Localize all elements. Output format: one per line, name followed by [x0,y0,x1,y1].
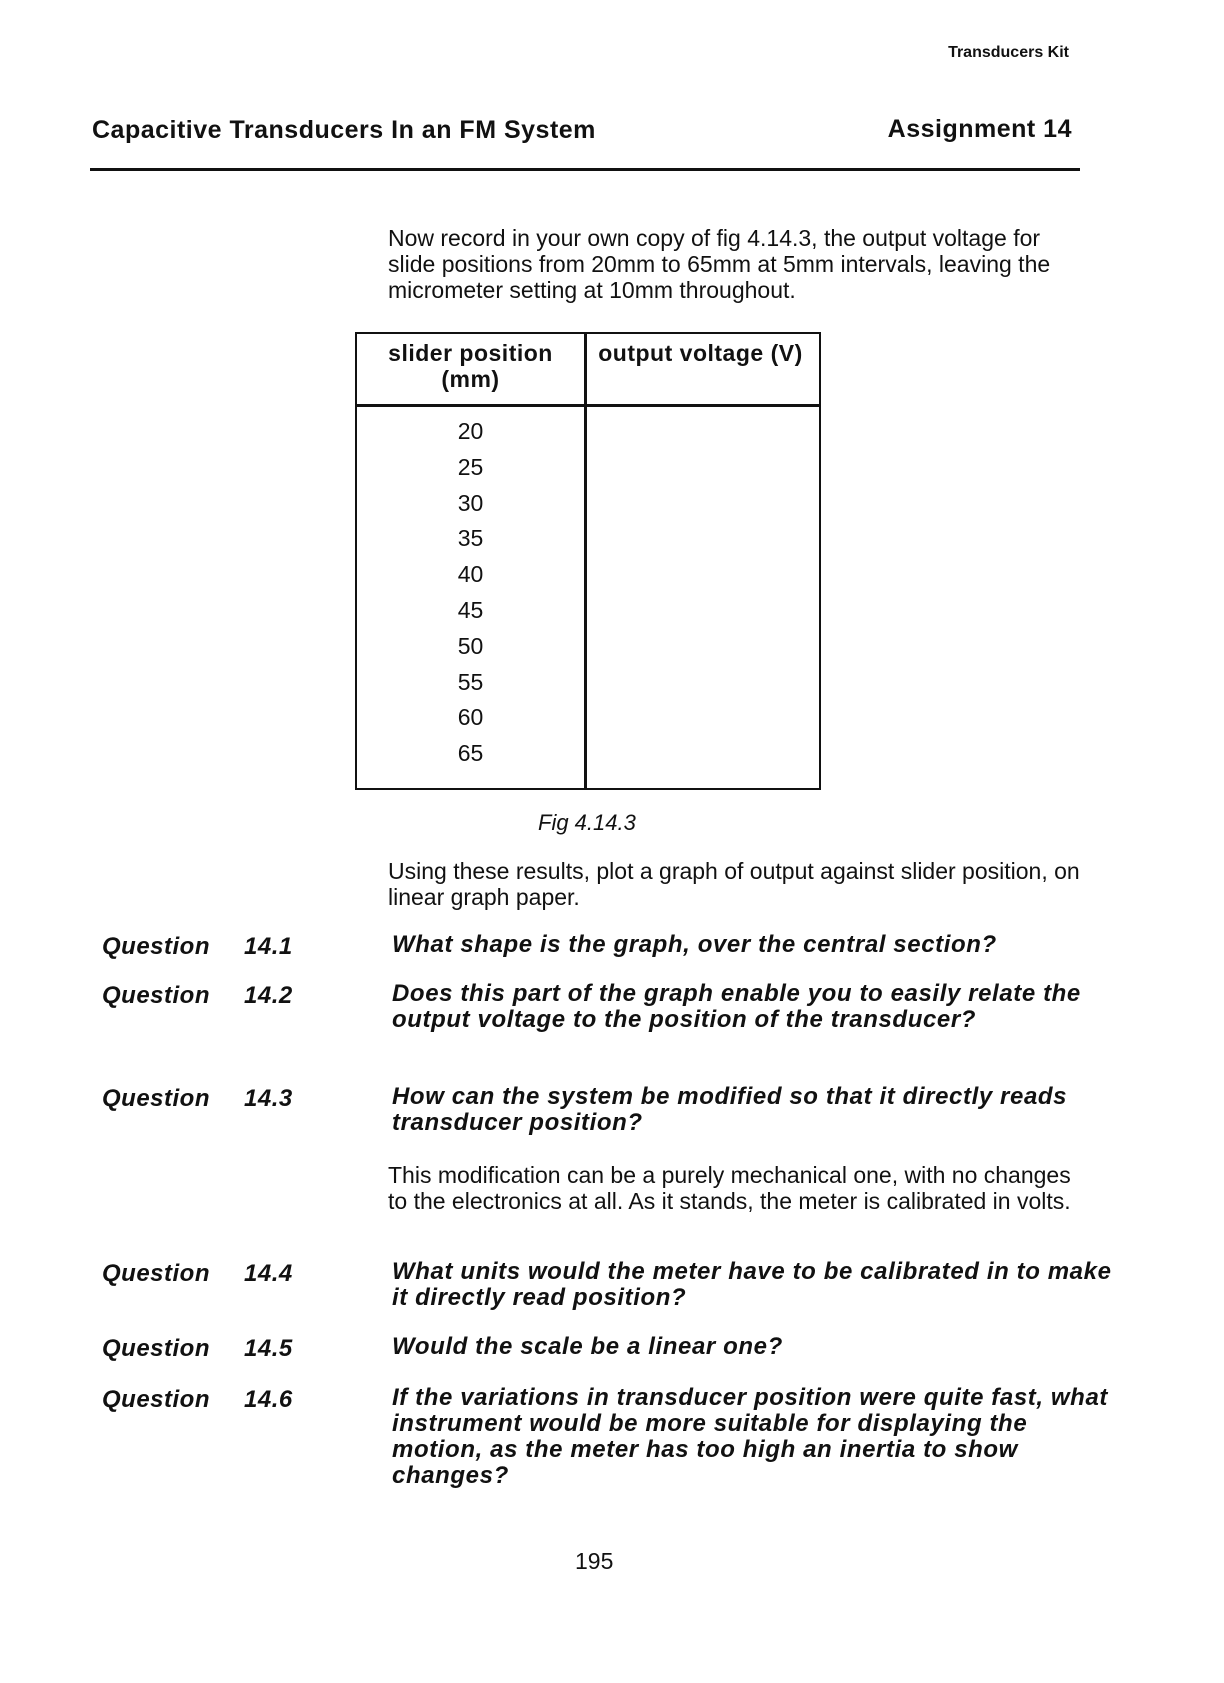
table-cell: 35 [457,525,484,552]
question-number: 14.5 [244,1335,293,1362]
table-cell: 30 [457,489,484,516]
question-number: 14.1 [244,933,293,960]
kit-label: Transducers Kit [948,44,1069,61]
question-number: 14.4 [244,1260,293,1287]
question-label [102,1335,322,1363]
question-text: How can the system be modified so that it directly reads transducer position? [392,1083,1068,1136]
page-number: 195 [575,1548,614,1574]
question-text: What shape is the graph, over the central section? [392,931,997,958]
slider-position-values [357,414,584,772]
figure-caption: Fig 4.14.3 [538,810,636,835]
question-word: Question [102,1335,211,1362]
table-cell: 25 [457,453,484,480]
question-number: 14.3 [244,1085,293,1112]
question-text: Would the scale be a linear one? [392,1333,783,1360]
question-label [102,1386,322,1414]
question-label [102,1260,322,1288]
assignment-label: Assignment 14 [887,115,1072,143]
question-word: Question [102,933,211,960]
modification-paragraph: This modification can be a purely mechanical one, with no changes to the electronics at all. As it stands, the meter is calibrated in volts. [388,1162,1071,1214]
table-cell: 45 [457,596,484,623]
table-header-divider [357,404,819,407]
table-cell: 65 [457,740,484,767]
question-text: What units would the meter have to be calibrated in to make it directly read position? [392,1258,1112,1311]
question-word: Question [102,1260,211,1287]
question-text: If the variations in transducer position were quite fast, what instrument would be more suitable for displaying the motion, as the meter has too high an inertia to show changes? [392,1384,1108,1489]
question-word: Question [102,1386,211,1413]
question-text: Does this part of the graph enable you to easily relate the output voltage to the position of the transducer? [392,980,1081,1033]
question-number: 14.2 [244,982,293,1009]
intro-paragraph: Now record in your own copy of fig 4.14.3, the output voltage for slide positions from 20mm to 65mm at 5mm intervals, leaving the micrometer setting at 10mm throughout. [388,225,1051,303]
question-label [102,982,322,1010]
table-column-divider [584,334,587,788]
question-word: Question [102,1085,211,1112]
table-cell: 20 [457,418,484,444]
question-number: 14.6 [244,1386,293,1413]
table-cell: 55 [457,668,484,695]
question-label [102,1085,322,1113]
graph-instructions: Using these results, plot a graph of output against slider position, on linear graph paper. [388,858,1080,910]
page-title: Capacitive Transducers In an FM System [92,116,596,144]
results-table [355,332,821,790]
table-cell: 50 [457,632,484,659]
question-word: Question [102,982,211,1009]
question-label [102,933,322,961]
header-divider [90,168,1080,171]
table-header-output-voltage: output voltage (V) [598,340,803,366]
table-cell: 60 [457,704,484,731]
table-header-slider-position: slider position (mm) [388,340,553,392]
table-cell: 40 [457,561,484,588]
